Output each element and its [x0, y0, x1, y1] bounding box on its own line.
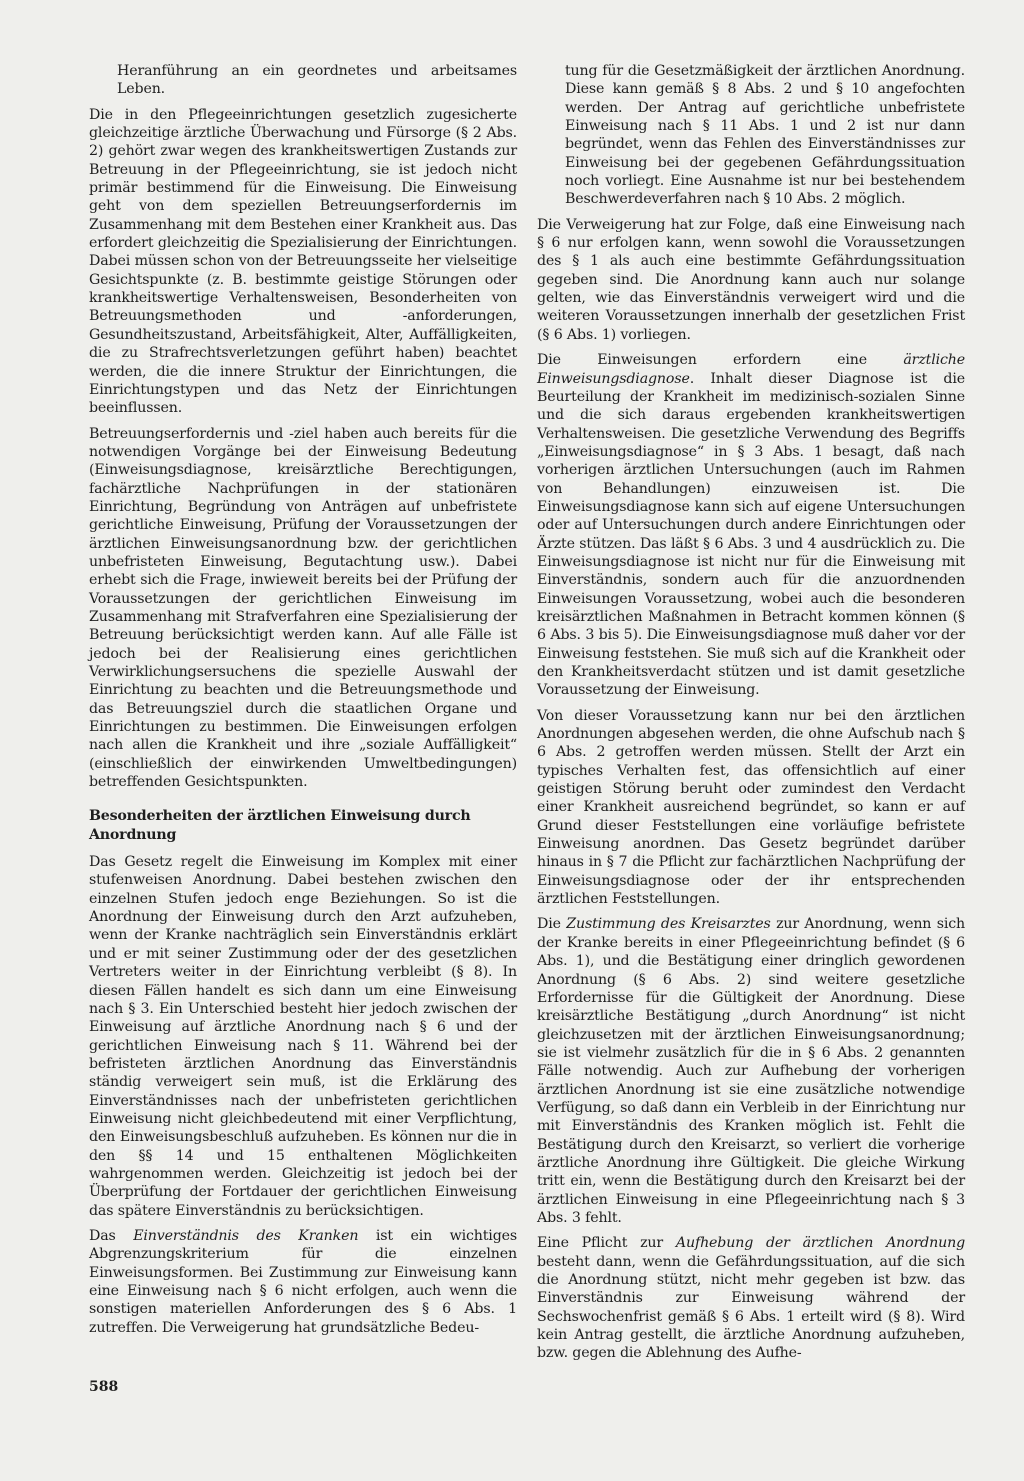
text-segment: zur Anordnung, wenn sich der Kranke bereits in einer Pflegeeinrichtung befindet (§ 6 Abs. 1), und die Bestätigung einer dringlich gewordenen Anordnung (§ 6 Abs. 2) sind weitere gesetzliche Erfordernisse für die Gültigkeit der Anordnung. Diese kreisärztliche Bestätigung „durch Anordnung“ ist nicht gleichzusetzen mit der ärztlichen Einweisungsanordnung; sie ist vielmehr zusätzlich für die in § 6 Abs. 2 genannten Fälle notwendig. Auch zur Aufhebung der vorherigen ärztlichen Anordnung ist sie eine zusätzliche notwendige Verfügung, so daß dann ein Verbleib in der Einrichtung nur mit Einverständnis des Kranken möglich ist. Fehlt die Bestätigung durch den Kreisarzt, so verliert die vorherige ärztliche Anordnung ihre Gültigkeit. Die gleiche Wirkung tritt ein, wenn die Bestätigung durch den Kreisarzt bei der ärztlichen Einweisung in eine Pflegeeinrichtung nach § 3 Abs. 3 fehlt. — [537, 916, 965, 1226]
right-column — [537, 62, 965, 1370]
text-segment: tung für die Gesetzmäßigkeit der ärztlichen Anordnung. Diese kann gemäß § 8 Abs. 2 und § 10 angefochten werden. Der Antrag auf gerichtliche unbefristete Einweisung nach § 11 Abs. 1 und 2 ist nur dann begründet, wenn das Fehlen des Einverständnisses zur Einweisung bei der gegebenen Gefährdungssituation noch vorliegt. Eine Ausnahme ist nur bei bestehendem Beschwerdeverfahren nach § 10 Abs. 2 möglich. — [565, 63, 965, 208]
page-number: 588 — [89, 1379, 119, 1395]
text-segment: Betreuungserfordernis und -ziel haben auch bereits für die notwendigen Vorgänge bei der Einweisung Bedeutung (Einweisungsdiagnose, kreisärztliche Berechtigungen, fachärztliche Nachprüfungen in der stationären Einrichtung, Begründung von Anträgen auf unbefristete gerichtliche Einweisung, Prüfung der Voraussetzungen der ärztlichen Einweisungsanordnung bzw. der gerichtlichen unbefristeten Einweisung, Begutachtung usw.). Dabei erhebt sich die Frage, inwieweit bereits bei der Prüfung der Voraussetzungen der gerichtlichen Einweisung im Zusammenhang mit Strafverfahren eine Spezialisierung der Betreuung berücksichtigt werden kann. Auf alle Fälle ist jedoch bei der Realisierung eines gerichtlichen Verwirklichungsersuchens die spezielle Auswahl der Einrichtung zu beachten und die Betreuungsmethode und das Betreuungsziel durch die staatlichen Organe und Einrichtungen zu bestimmen. Die Einweisungen erfolgen nach allen die Krankheit und ihre „soziale Auffälligkeit“ (einschließlich der einwirkenden Umweltbedingungen) betreffenden Gesichtspunkten. — [89, 425, 517, 791]
text-segment: ist ein wichtiges Abgrenzungskriterium für die einzelnen Einweisungsformen. Bei Zustimmung zur Einweisung kann eine Einweisung nach § 6 nicht erfolgen, auch wenn die sonstigen materiellen Anforderungen des § 6 Abs. 1 zutreffen. Die Verweigerung hat grundsätzliche Bedeu- — [89, 1227, 518, 1336]
paragraph — [89, 106, 517, 418]
paragraph — [89, 1227, 517, 1337]
emphasis-text: ärztliche Einweisungsdiagnose — [537, 352, 965, 387]
text-segment: Die Verweigerung hat zur Folge, daß eine Einweisung nach § 6 nur erfolgen kann, wenn sowohl die Voraussetzungen des § 1 als auch eine bestimmte Gefährdungssituation gegeben sind. Die Anordnung kann auch nur solange gelten, wie das Einverständnis verweigert wird und die weiteren Voraussetzungen innerhalb der gesetzlichen Frist (§ 6 Abs. 1) vorliegen. — [537, 216, 965, 343]
paragraph — [89, 425, 517, 792]
paragraph — [537, 62, 965, 209]
text-segment: Heranführung an ein geordnetes und arbeitsames Leben. — [117, 63, 517, 98]
paragraph — [89, 853, 517, 1220]
text-segment: Von dieser Voraussetzung kann nur bei den ärztlichen Anordnungen abgesehen werden, die ohne Aufschub nach § 6 Abs. 2 getroffen werden müssen. Stellt der Arzt ein typisches Verhalten fest, das offensichtlich auf einer geistigen Störung beruht oder zumindest den Verdacht einer Krankheit ausreichend begründet, so kann er auf Grund dieser Feststellungen eine vorläufige befristete Einweisung anordnen. Das Gesetz begründet darüber hinaus in § 7 die Pflicht zur fachärztlichen Nachprüfung der Einweisungsdiagnose oder der ihr entsprechenden ärztlichen Feststellungen. — [537, 707, 965, 908]
text-segment: . Inhalt dieser Diagnose ist die Beurteilung der Krankheit im medizinisch-sozialen Sinne und die sich daraus ergebenden krankheitswertigen Verhaltensweisen. Die gesetzliche Verwendung des Begriffs „Einweisungsdiagnose“ in § 3 Abs. 1 besagt, daß nach vorherigen ärztlichen Untersuchungen (auch im Rahmen von Behandlungen) einzuweisen ist. Die Einweisungsdiagnose kann sich auf eigene Untersuchungen oder auf Untersuchungen durch andere Einrichtungen oder Ärzte stützen. Das läßt § 6 Abs. 3 und 4 ausdrücklich zu. Die Einweisungsdiagnose ist nicht nur für die Einweisung mit Einverständnis, sondern auch für die anzuordnenden Einweisungen Voraussetzung, wobei auch die besonderen kreisärztlichen Maßnahmen in Betracht kommen können (§ 6 Abs. 3 bis 5). Die Einweisungsdiagnose muß daher vor der Einweisung feststehen. Sie muß sich auf die Krankheit oder den Krankheitsverdacht stützen und ist damit gesetzliche Voraussetzung der Einweisung. — [537, 370, 965, 699]
emphasis-text: Einverständnis des Kranken — [133, 1227, 359, 1244]
left-column — [89, 62, 517, 1344]
text-segment: Die in den Pflegeeinrichtungen gesetzlich zugesicherte gleichzeitige ärztliche Überwachung und Fürsorge (§ 2 Abs. 2) gehört zwar wegen des krankheitswertigen Zustands zur Betreuung in der Pflegeeinrichtung, sie ist jedoch nicht primär bestimmend für die Einweisung. Die Einweisung geht von dem speziellen Betreuungserfordernis im Zusammenhang mit dem Bestehen einer Krankheit aus. Das erfordert gleichzeitig die Spezialisierung der Einrichtungen. Dabei müssen schon von der Betreuungsseite her vielseitige Gesichtspunkte (z. B. bestimmte geistige Störungen oder krankheitswertige Verhaltensweisen, Besonderheiten von Betreuungsmethoden und -anforderungen, Gesundheitszustand, Arbeitsfähigkeit, Alter, Auffälligkeiten, die zu Strafrechtsverletzungen geführt haben) beachtet werden, die die innere Struktur der Einrichtungen, die Einrichtungstypen und das Netz der Einrichtungen beeinflussen. — [89, 106, 517, 417]
paragraph — [537, 915, 965, 1227]
paragraph — [537, 707, 965, 909]
text-segment: Das Gesetz regelt die Einweisung im Komplex mit einer stufenweisen Anordnung. Dabei bestehen zwischen den einzelnen Stufen jedoch enge Beziehungen. So ist die Anordnung der Einweisung durch den Arzt aufzuheben, wenn der Kranke nachträglich sein Einverständnis erklärt und er mit seiner Zustimmung oder der des gesetzlichen Vertreters weiter in der Einrichtung verbleibt (§ 8). In diesen Fällen handelt es sich dann um eine Einweisung nach § 3. Ein Unterschied besteht hier jedoch zwischen der Einweisung auf ärztliche Anordnung nach § 6 und der gerichtlichen Einweisung nach § 11. Während bei der befristeten ärztlichen Anordnung das Einverständnis ständig verweigert sein muß, ist die Erklärung des Einverständnisses nach der unbefristeten gerichtlichen Einweisung nicht gleichbedeutend mit einer Verpflichtung, den Einweisungsbeschluß aufzuheben. Es können nur die in den §§ 14 und 15 enthaltenen Möglichkeiten wahrgenommen werden. Gleichzeitig ist jedoch bei der Überprüfung der Fortdauer der gerichtlichen Einweisung das spätere Einverständnis zu berücksichtigen. — [89, 854, 517, 1219]
section-heading: Besonderheiten der ärztlichen Einweisung durch Anordnung — [89, 808, 471, 843]
text-segment: Das — [89, 1227, 134, 1244]
text-segment: Eine Pflicht zur — [537, 1235, 676, 1252]
paragraph — [537, 1234, 965, 1362]
emphasis-text: Zustimmung des Kreisarztes — [566, 916, 771, 933]
text-segment: Die — [537, 916, 567, 933]
emphasis-text: Aufhebung der ärztlichen Anordnung — [675, 1235, 965, 1252]
paragraph — [537, 216, 965, 344]
text-segment: Die Einweisungen erfordern eine — [537, 352, 904, 369]
paragraph — [89, 62, 517, 99]
text-segment: besteht dann, wenn die Gefährdungssituation, auf die sich die Anordnung stützt, nicht mehr gegeben ist bzw. das Einverständnis zur Einweisung während der Sechswochenfrist gemäß § 6 Abs. 1 erteilt wird (§ 8). Wird kein Antrag gestellt, die ärztliche Anordnung aufzuheben, bzw. gegen die Ablehnung des Aufhe- — [537, 1253, 965, 1362]
paragraph — [537, 351, 965, 700]
